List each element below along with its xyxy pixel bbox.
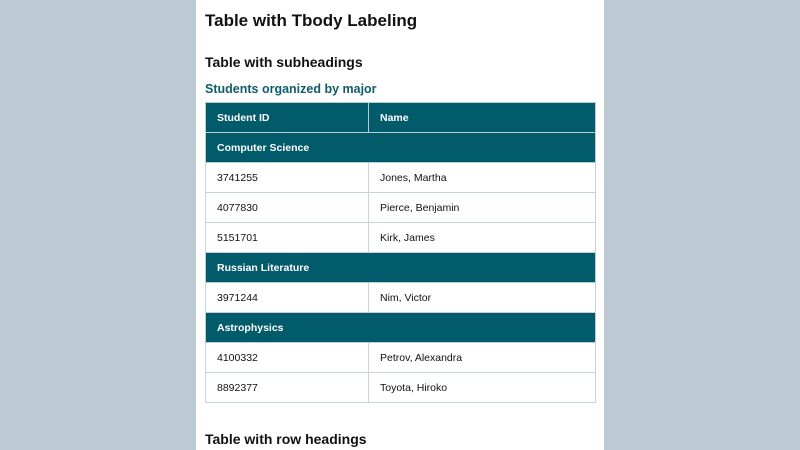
- section-heading-subheadings: Table with subheadings: [205, 54, 363, 70]
- student-id-cell: 4100332: [206, 343, 369, 373]
- student-id-cell: 4077830: [206, 193, 369, 223]
- student-id-cell: 3741255: [206, 163, 369, 193]
- tbody-russian-literature: [206, 253, 596, 313]
- student-name-cell: Petrov, Alexandra: [369, 343, 596, 373]
- page-container: [196, 0, 604, 450]
- table-caption: Students organized by major: [205, 82, 377, 96]
- table-row: [206, 343, 596, 373]
- student-name-cell: Jones, Martha: [369, 163, 596, 193]
- table-row: [206, 373, 596, 403]
- table-header: [206, 103, 596, 133]
- table-row: [206, 193, 596, 223]
- column-header-name: Name: [369, 103, 596, 133]
- tbody-computer-science: [206, 133, 596, 253]
- section-heading-row-headings: Table with row headings: [205, 431, 367, 447]
- table-row: [206, 223, 596, 253]
- student-name-cell: Nim, Victor: [369, 283, 596, 313]
- group-heading-row: [206, 253, 596, 283]
- page-title: Table with Tbody Labeling: [205, 11, 418, 30]
- group-heading-russian-literature: Russian Literature: [206, 253, 596, 283]
- students-by-major-table: [205, 102, 596, 403]
- group-heading-row: [206, 133, 596, 163]
- table-row: [206, 163, 596, 193]
- student-id-cell: 3971244: [206, 283, 369, 313]
- table-row: [206, 283, 596, 313]
- student-name-cell: Kirk, James: [369, 223, 596, 253]
- group-heading-row: [206, 313, 596, 343]
- student-id-cell: 5151701: [206, 223, 369, 253]
- group-heading-computer-science: Computer Science: [206, 133, 596, 163]
- student-id-cell: 8892377: [206, 373, 369, 403]
- header-row: [206, 103, 596, 133]
- tbody-astrophysics: [206, 313, 596, 403]
- student-name-cell: Toyota, Hiroko: [369, 373, 596, 403]
- student-name-cell: Pierce, Benjamin: [369, 193, 596, 223]
- column-header-student-id: Student ID: [206, 103, 369, 133]
- group-heading-astrophysics: Astrophysics: [206, 313, 596, 343]
